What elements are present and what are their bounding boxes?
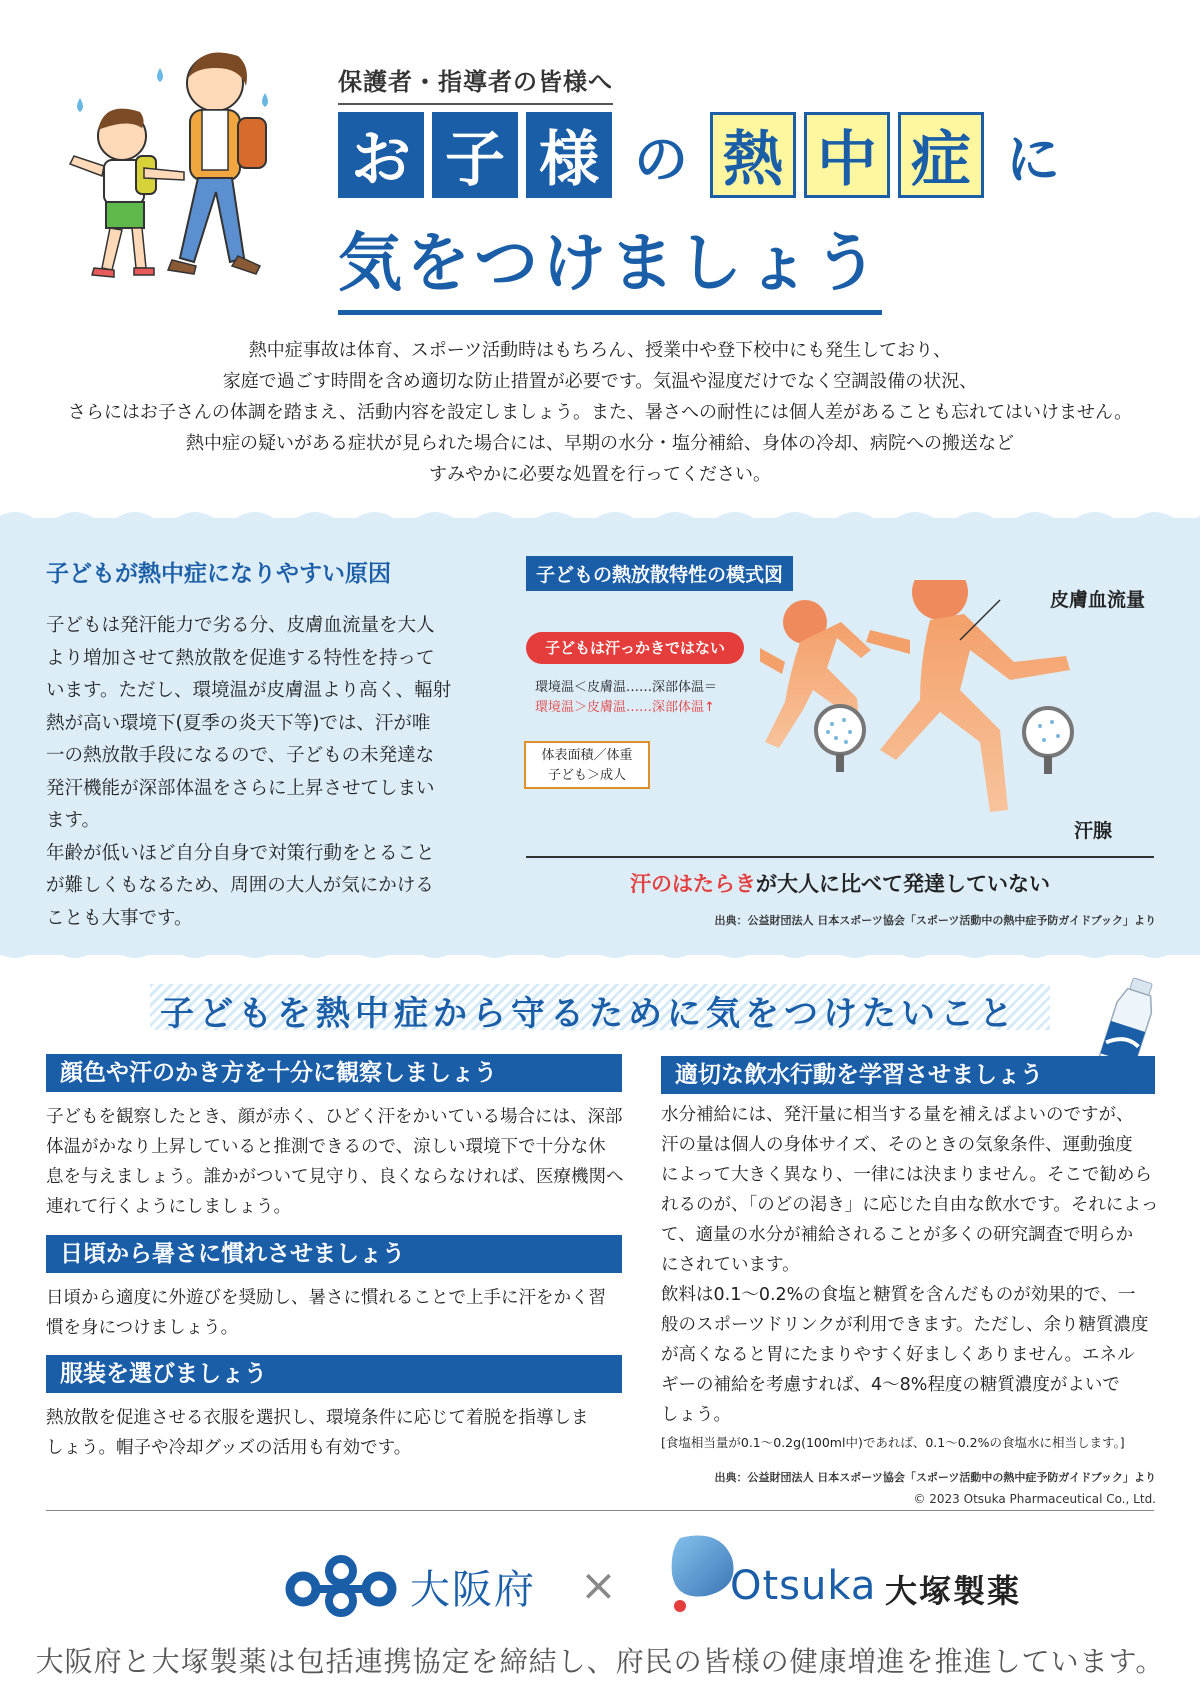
for-parents-heading: 保護者・指導者の皆様へ [338, 62, 613, 105]
cause-paragraph [46, 610, 476, 935]
salt-note: [食塩相当量が0.1～0.2g(100ml中)であれば、0.1～0.2%の食塩水に相当します。] [661, 1435, 1125, 1450]
cause-heading: 子どもが熱中症になりやすい原因 [46, 561, 391, 587]
cause-line: 一の熱放散手段になるので、子どもの未発達な [46, 745, 435, 766]
body-line: れるのが、「のどの渇き」に応じた自由な飲水です。それによっ [661, 1195, 1159, 1215]
section-body-acclimate [46, 1283, 626, 1343]
intro-paragraph [20, 335, 1180, 490]
divider [526, 856, 1154, 858]
body-line: にされています。 [661, 1255, 800, 1275]
diagram-caption [526, 868, 1154, 898]
section-heading-drinking: 適切な飲水行動を学習させましょう [661, 1056, 1155, 1094]
temperature-comparison-1: 環境温＜皮膚温……深部体温＝ [535, 680, 718, 695]
parent-child-illustration [60, 38, 320, 308]
cause-line: 発汗機能が深部体温をさらに上昇させてしまい [46, 777, 435, 799]
wave-divider [0, 508, 1200, 522]
main-title-line1 [338, 112, 1082, 198]
body-line: 般のスポーツドリンクが利用できます。ただし、余り糖質濃度 [661, 1315, 1149, 1335]
title-char: 子 [432, 112, 518, 198]
sweat-gland-label: 汗腺 [1074, 820, 1113, 842]
caption-highlight: 汗のはたらき [630, 872, 756, 896]
intro-line: 熱中症の疑いがある症状が見られた場合には、早期の水分・塩分補給、身体の冷却、病院への搬送など [186, 433, 1014, 454]
section-body-drinking [661, 1100, 1161, 1456]
sweat-gland-magnifier [1024, 708, 1072, 774]
title-particle: の [634, 127, 688, 191]
title-char: お [338, 112, 424, 198]
main-title-line2: 気をつけましょう [338, 212, 882, 315]
body-line: 熱放散を促進させる衣服を選択し、環境条件に応じて着脱を指導しま [46, 1408, 589, 1428]
divider [46, 1510, 1154, 1511]
care-heading: 子どもを熱中症から守るために気をつけたいこと [160, 994, 1018, 1034]
body-line: 体温がかなり上昇していると推測できるので、涼しい環境下で十分な休 [46, 1137, 606, 1157]
body-line: 連れて行くようにしましょう。 [46, 1197, 291, 1217]
source-citation: 出典：公益財団法人 日本スポーツ協会「スポーツ活動中の熱中症予防ガイドブック」より [714, 914, 1156, 927]
model-diagram-heading: 子どもの熱放散特性の模式図 [526, 556, 793, 591]
osaka-prefecture-name: 大阪府 [410, 1567, 536, 1613]
cause-line: 年齢が低いほど自分自身で対策行動をとること [46, 842, 435, 864]
title-char: 熱 [710, 112, 796, 198]
body-line: 日頃から適度に外遊びを奨励し、暑さに慣れることで上手に汗をかく習 [46, 1288, 606, 1308]
surface-area-line: 子ども＞成人 [547, 768, 626, 783]
cause-line: います。ただし、環境温が皮膚温より高く、輻射 [46, 680, 452, 701]
title-char: 様 [526, 112, 612, 198]
cause-line: 子どもは発汗能力で劣る分、皮膚血流量を大人 [46, 615, 435, 636]
section-heading-observe: 顔色や汗のかき方を十分に観察しましょう [46, 1054, 622, 1092]
intro-line: さらにはお子さんの体調を踏まえ、活動内容を設定しましょう。また、暑さへの耐性には個人差があることも忘れてはいけません。 [67, 402, 1133, 423]
caption-rest: が大人に比べて発達していない [756, 872, 1050, 896]
not-sweaty-badge: 子どもは汗っかきではない [526, 632, 744, 664]
body-line: によって大きく異なり、一律には決まりません。そこで勧めら [661, 1165, 1153, 1185]
intro-line: すみやかに必要な処置を行ってください。 [429, 464, 771, 485]
section-body-observe [46, 1102, 626, 1222]
cause-line: 熱が高い環境下(夏季の炎天下等)では、汗が唯 [46, 712, 431, 734]
skin-blood-flow-label: 皮膚血流量 [1050, 589, 1146, 611]
otsuka-logo-mark [660, 1530, 740, 1616]
body-line: て、適量の水分が補給されることが多くの研究調査で明らか [661, 1225, 1134, 1245]
body-line: 子どもを観察したとき、顔が赤く、ひどく汗をかいている場合には、深部 [46, 1107, 623, 1127]
otsuka-english-name: Otsuka [730, 1563, 877, 1609]
body-line: が高くなると胃にたまりやすく好ましくありません。エネル [661, 1345, 1135, 1365]
title-particle: に [1006, 127, 1060, 191]
section-heading-clothing: 服装を選びましょう [46, 1355, 622, 1393]
wave-divider [0, 948, 1200, 962]
cause-line: が難しくもなるため、周囲の大人が気にかける [46, 875, 434, 896]
body-line: 慣を身につけましょう。 [46, 1318, 239, 1338]
section-body-clothing [46, 1403, 626, 1463]
cause-line: より増加させて熱放散を促進する特性を持って [46, 647, 435, 669]
section-heading-acclimate: 日頃から暑さに慣れさせましょう [46, 1235, 622, 1273]
body-line: 汗の量は個人の身体サイズ、そのときの気象条件、運動強度 [661, 1135, 1133, 1155]
otsuka-japanese-name: 大塚製薬 [885, 1572, 1022, 1610]
body-line: ギーの補給を考慮すれば、4～8%程度の糖質濃度がよいで [661, 1375, 1120, 1395]
body-line: 飲料は0.1～0.2%の食塩と糖質を含んだものが効果的で、一 [661, 1285, 1136, 1305]
partnership-statement: 大阪府と大塚製薬は包括連携協定を締結し、府民の皆様の健康増進を推進しています。 [35, 1645, 1165, 1678]
intro-line: 熱中症事故は体育、スポーツ活動時はもちろん、授業中や登下校中にも発生しており、 [248, 340, 952, 361]
copyright-notice: © 2023 Otsuka Pharmaceutical Co., Ltd. [913, 1492, 1156, 1506]
surface-area-line: 体表面積／体重 [541, 748, 633, 763]
source-citation: 出典：公益財団法人 日本スポーツ協会「スポーツ活動中の熱中症予防ガイドブック」より [714, 1471, 1156, 1484]
body-line: 息を与えましょう。誰かがついて見守り、良くならなければ、医療機関へ [46, 1167, 624, 1187]
intro-line: 家庭で過ごす時間を含め適切な防止措置が必要です。気温や湿度だけでなく空調設備の状況、 [222, 371, 978, 392]
body-line: 水分補給には、発汗量に相当する量を補えばよいのですが、 [661, 1105, 1134, 1125]
surface-area-box [524, 741, 650, 789]
cause-line: ことも大事です。 [46, 907, 193, 929]
adult-runner-figure [866, 580, 1070, 812]
cause-line: ます。 [46, 810, 101, 831]
osaka-prefecture-logo [285, 1555, 397, 1617]
body-line: しょう。 [661, 1405, 731, 1425]
temperature-comparison-2: 環境温＞皮膚温……深部体温↑ [535, 700, 715, 715]
title-char: 中 [804, 112, 890, 198]
collaboration-mark: × [580, 1560, 617, 1611]
title-char: 症 [898, 112, 984, 198]
body-line: しょう。帽子や冷却グッズの活用も有効です。 [46, 1438, 412, 1458]
sweat-gland-magnifier [816, 706, 864, 772]
running-figures-diagram [760, 580, 1180, 840]
